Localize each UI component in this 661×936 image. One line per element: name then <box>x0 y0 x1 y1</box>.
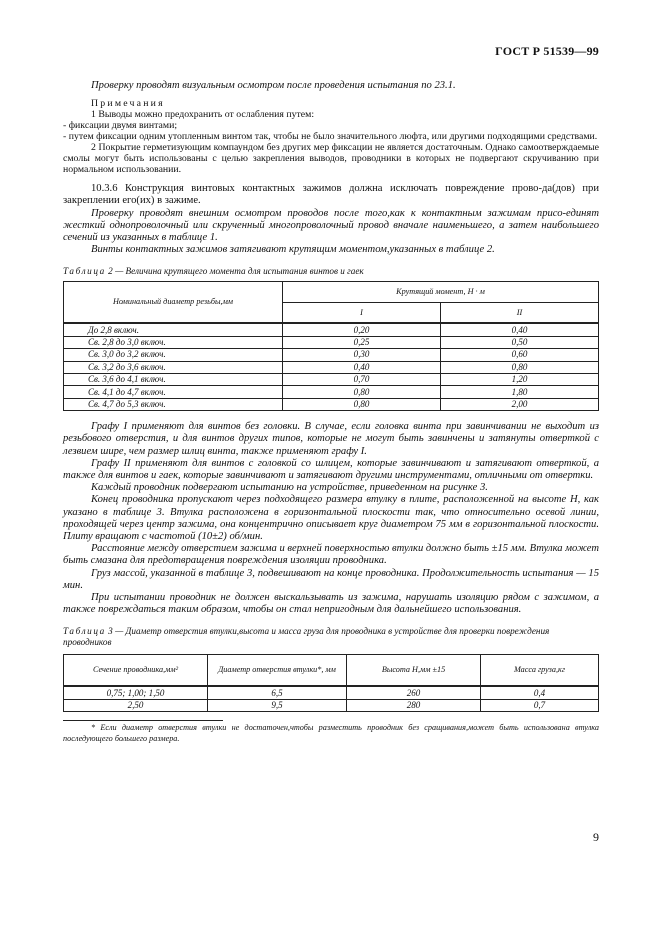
note-1-item-b: - путем фиксации одним утопленным винтом так, чтобы не было значительного люфта, или другими подходящими средствами. <box>63 131 598 143</box>
table-2-caption <box>63 266 599 277</box>
table-cell-torque-ii: 1,80 <box>441 386 599 398</box>
table-3-caption-text: 3 — Диаметр отверстия втулки,высота и масса груза для проводника в устройстве для проверки повреждения проводников <box>63 626 550 648</box>
paragraph-visual-check: Проверку проводят визуальным осмотром после проведения испытания по 23.1. <box>91 80 456 91</box>
table-row <box>64 686 599 699</box>
table-cell-torque-i: 0,80 <box>283 386 441 398</box>
table-row <box>64 349 599 361</box>
table-cell-torque-ii: 1,20 <box>441 373 599 385</box>
table-cell-section: 0,75; 1,00; 1,50 <box>64 686 208 699</box>
table-cell-torque-i: 0,40 <box>283 361 441 373</box>
paragraph-10-3-6: 10.3.6 Конструкция винтовых контактных зажимов должна исключать повреждение прово-да(дов) при закреплении его(их) в зажиме. <box>63 183 599 207</box>
table-3-header-section: Сечение проводника,мм² <box>64 655 208 687</box>
note-2: 2 Покрытие герметизующим компаундом без других мер фиксации не является достаточным. Однако самоотверждаемые смолы могут быть использованы с целью закрепления выводов, проводники в которых не подвергают скручиванию при нормальном использовании. <box>63 142 599 176</box>
table-row <box>64 373 599 385</box>
table-2-header-torque: Крутящий момент, Н · м <box>283 282 599 302</box>
table-cell-torque-ii: 0,80 <box>441 361 599 373</box>
table-3-caption <box>63 626 599 648</box>
table-3-label: Таблица <box>63 626 106 637</box>
table-row <box>64 361 599 373</box>
table-cell-torque-i: 0,20 <box>283 323 441 336</box>
table-row <box>64 336 599 348</box>
table-cell-diameter: Св. 4,7 до 5,3 включ. <box>64 398 283 410</box>
table-3-header-diameter: Диаметр отверстия втулки*, мм <box>208 655 347 687</box>
table-cell-height: 260 <box>347 686 481 699</box>
note-1-intro: 1 Выводы можно предохранить от ослабления путем: <box>91 109 315 121</box>
note-1-item-a: - фиксации двумя винтами; <box>63 120 178 132</box>
table-cell-torque-i: 0,25 <box>283 336 441 348</box>
table-cell-diameter: До 2,8 включ. <box>64 323 283 336</box>
paragraph-test-result: При испытании проводник не должен выскальзывать из зажима, нарушать изоляцию рядом с зажимом, а также повреждаться таким образом, чтобы он стал непригодным для дальнейшего использования. <box>63 592 599 616</box>
page-number: 9 <box>593 830 599 844</box>
table-cell-torque-i: 0,70 <box>283 373 441 385</box>
table-row <box>64 386 599 398</box>
table-cell-section: 2,50 <box>64 699 208 711</box>
table-cell-torque-ii: 0,60 <box>441 349 599 361</box>
table-2-header-i: I <box>283 302 441 323</box>
table-cell-mass: 0,7 <box>481 699 599 711</box>
paragraph-weight: Груз массой, указанной в таблице 3, подвешивают на конце проводника. Продолжительность испытания — 15 мин. <box>63 567 599 591</box>
table-row <box>64 699 599 711</box>
table-cell-diameter: Св. 4,1 до 4,7 включ. <box>64 386 283 398</box>
table-2-header-ii: II <box>441 302 599 323</box>
table-cell-diameter: 9,5 <box>208 699 347 711</box>
table-3-footnote: * Если диаметр отверстия втулки не достаточен,чтобы разместить проводник без сращивания,может быть использована втулка последующего большего размера. <box>63 723 599 743</box>
paragraph-conductor-end: Конец проводника пропускают через подходящего размера втулку в плите, расположенной на высоте H, как указано в таблице 3. Втулка расположена в горизонтальной плоскости так, что относительно осевой линии, проходящей через центр зажима, она концентрично описывает круг диаметром 75 мм в горизонтальной плоскости. Плиту вращают с частотой (10±2) об/мин. <box>63 494 599 542</box>
paragraph-screw-torque: Винты контактных зажимов затягивают крутящим моментом,указанных в таблице 2. <box>91 244 495 256</box>
bushing-table <box>63 654 599 712</box>
paragraph-check-wires: Проверку проводят внешним осмотром проводов после того,как к контактным зажимам присо-единят жесткий однопроволочный или скрученный многопроволочный провод вначале наименьшего, а затем наибольшего сечений из указанных в таблице 1. <box>63 207 599 244</box>
notes-title: Примечания <box>91 98 165 110</box>
table-cell-diameter: 6,5 <box>208 686 347 699</box>
table-cell-height: 280 <box>347 699 481 711</box>
table-row <box>64 323 599 336</box>
table-3-header-height: Высота H,мм ±15 <box>347 655 481 687</box>
table-2-header-diameter: Номинальный диаметр резьбы,мм <box>64 282 283 324</box>
document-header: ГОСТ Р 51539—99 <box>495 44 599 58</box>
table-cell-torque-ii: 2,00 <box>441 398 599 410</box>
table-cell-torque-ii: 0,40 <box>441 323 599 336</box>
table-2-label: Таблица <box>63 266 106 277</box>
table-cell-diameter: Св. 3,2 до 3,6 включ. <box>64 361 283 373</box>
table-cell-torque-i: 0,30 <box>283 349 441 361</box>
footnote-divider <box>63 720 223 721</box>
paragraph-distance: Расстояние между отверстием зажима и верхней поверхностью втулки должно быть ±15 мм. Втулка может быть смазана для предотвращения повреждения изоляции проводника. <box>63 543 599 567</box>
table-3-header-mass: Масса груза,кг <box>481 655 599 687</box>
paragraph-graph-ii: Графу II применяют для винтов с головкой со шлицем, которые завинчивают и затягивают отверткой, а также для винтов и гаек, которые завинчивают и затягивают другими инструментами, отличными от отвертки. <box>63 457 599 481</box>
paragraph-each-conductor: Каждый проводник подвергают испытанию на устройстве, приведенном на рисунке 3. <box>91 482 488 494</box>
table-cell-diameter: Св. 3,6 до 4,1 включ. <box>64 373 283 385</box>
paragraph-graph-i: Графу I применяют для винтов без головки. В случае, если головка винта при завинчивании не выходит из резьбового отверстия, и для винтов других типов, которые не могут быть завинчены и затянуты отверткой с лезвием шире, чем размер шлиц винта, также применяют графу I. <box>63 421 599 457</box>
table-cell-diameter: Св. 2,8 до 3,0 включ. <box>64 336 283 348</box>
torque-table <box>63 281 599 411</box>
table-cell-diameter: Св. 3,0 до 3,2 включ. <box>64 349 283 361</box>
table-cell-torque-i: 0,80 <box>283 398 441 410</box>
table-2-caption-text: 2 — Величина крутящего момента для испытания винтов и гаек <box>108 266 364 277</box>
page-content <box>63 76 599 744</box>
table-cell-mass: 0,4 <box>481 686 599 699</box>
table-cell-torque-ii: 0,50 <box>441 336 599 348</box>
table-row <box>64 398 599 410</box>
